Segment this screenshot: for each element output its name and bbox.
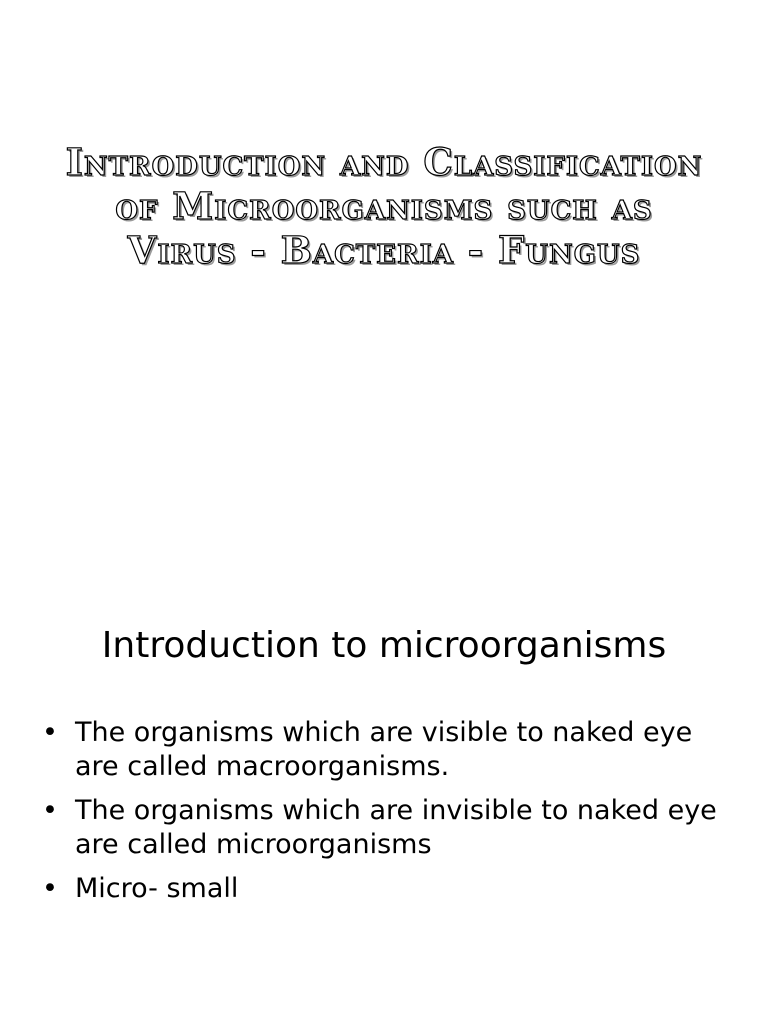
bullet-text: The organisms which are visible to naked eye are called macroorganisms. (75, 717, 693, 782)
list-item (40, 872, 740, 906)
content-slide (0, 560, 768, 1024)
bullet-list (40, 716, 740, 916)
bullet-icon: • (42, 873, 58, 904)
list-item (40, 794, 740, 862)
presentation-title: Introduction and Classification of Microorganisms such as Virus - Bacteria - Fungus (65, 140, 703, 272)
bullet-icon: • (42, 795, 58, 826)
bullet-text: The organisms which are invisible to naked eye are called microorganisms (75, 795, 717, 860)
bullet-text: Micro- small (75, 873, 239, 904)
bullet-icon: • (42, 717, 58, 748)
list-item (40, 716, 740, 784)
slide-title: Introduction to microorganisms (101, 625, 667, 666)
